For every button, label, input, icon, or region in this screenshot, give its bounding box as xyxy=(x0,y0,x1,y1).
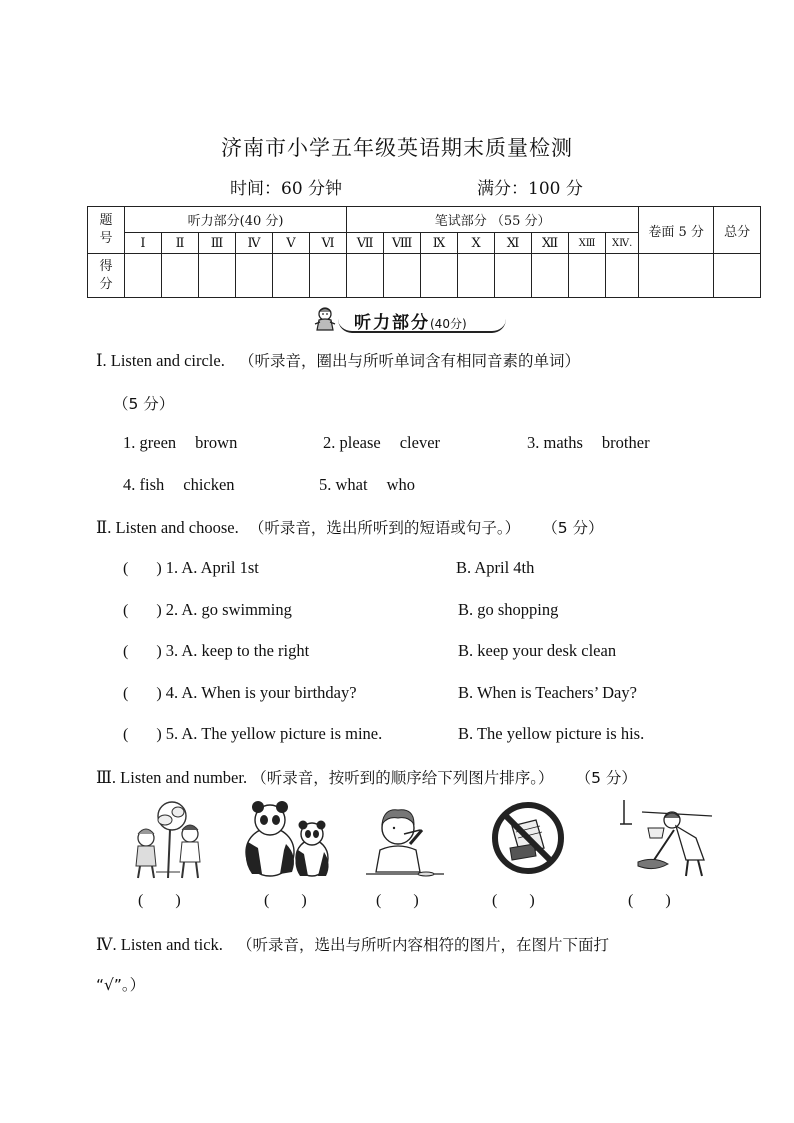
q2-points: （5 分） xyxy=(542,519,604,537)
q1-item-1: 1. green brown xyxy=(123,433,238,452)
writing-header: 笔试部分 （55 分） xyxy=(347,207,639,233)
q4-heading-row xyxy=(96,933,609,955)
numeral-cell: ⅩⅢ xyxy=(569,233,606,254)
q3-heading: Ⅲ. Listen and number. xyxy=(96,768,248,787)
numeral-cell: Ⅹ xyxy=(458,233,495,254)
q4-instruction: （听录音，选出与所听内容相符的图片，在图片下面打 xyxy=(237,936,610,954)
defen-cell: 得分 xyxy=(88,254,125,298)
ti-hao-cell: 题号 xyxy=(88,207,125,254)
score-input-cell[interactable] xyxy=(458,254,495,298)
panda-family-picture xyxy=(240,800,336,880)
q1-item-3: 3. maths brother xyxy=(527,433,650,452)
score-table xyxy=(87,206,761,298)
picture-answer-blank[interactable]: ( ) xyxy=(138,892,181,909)
q4-heading: Ⅳ. Listen and tick. xyxy=(96,935,223,954)
score-input-cell[interactable] xyxy=(125,254,162,298)
score-input-cell[interactable] xyxy=(384,254,421,298)
q2-instruction: （听录音，选出所听到的短语或句子。） xyxy=(248,519,521,537)
q1-points: （5 分） xyxy=(113,395,175,413)
q1-heading: Ⅰ. Listen and circle. xyxy=(96,351,225,370)
answer-blank[interactable]: ( ) xyxy=(123,685,162,702)
q2-item-2-b: B. go shopping xyxy=(458,600,559,619)
score-input-cell[interactable] xyxy=(569,254,606,298)
q2-item-5: ( ) 5. A. The yellow picture is mine. xyxy=(123,724,383,743)
numeral-cell: Ⅱ xyxy=(162,233,199,254)
score-input-cell[interactable] xyxy=(236,254,273,298)
picture-answer-blank[interactable]: ( ) xyxy=(264,892,307,909)
girl-mopping-floor-picture xyxy=(618,798,714,878)
q2-item-1: ( ) 1. A. April 1st xyxy=(123,558,259,577)
boy-brushing-teeth-picture xyxy=(364,800,446,880)
numeral-cell: Ⅺ xyxy=(495,233,532,254)
neatness-score-cell[interactable] xyxy=(639,254,714,298)
score-input-cell[interactable] xyxy=(495,254,532,298)
numeral-cell: Ⅵ xyxy=(310,233,347,254)
q3-points: （5 分） xyxy=(575,769,637,787)
score-input-cell[interactable] xyxy=(162,254,199,298)
score-input-cell[interactable] xyxy=(199,254,236,298)
q2-item-3: ( ) 3. A. keep to the right xyxy=(123,641,310,660)
score-input-cell[interactable] xyxy=(421,254,458,298)
neatness-header: 卷面 5 分 xyxy=(639,207,714,254)
q1-item-4: 4. fish chicken xyxy=(123,475,235,494)
score-input-cell[interactable] xyxy=(310,254,347,298)
q1-heading-row xyxy=(96,349,580,371)
q2-item-1-b: B. April 4th xyxy=(456,558,535,577)
score-input-cell[interactable] xyxy=(532,254,569,298)
numeral-cell: Ⅶ xyxy=(347,233,384,254)
numeral-cell: Ⅻ xyxy=(532,233,569,254)
score-input-cell[interactable] xyxy=(606,254,639,298)
total-score-cell[interactable] xyxy=(714,254,761,298)
q1-item-5: 5. what who xyxy=(319,475,415,494)
q1-instruction: （听录音，圈出与所听单词含有相同音素的单词） xyxy=(238,352,580,370)
section-badge-points: (40分) xyxy=(430,317,467,331)
answer-blank[interactable]: ( ) xyxy=(123,643,162,660)
score-input-cell[interactable] xyxy=(273,254,310,298)
q2-heading-row xyxy=(96,516,604,538)
listening-header: 听力部分(40 分) xyxy=(125,207,347,233)
score-input-cell[interactable] xyxy=(347,254,384,298)
children-planting-tree-picture xyxy=(132,800,208,880)
q2-item-3-b: B. keep your desk clean xyxy=(458,641,617,660)
q3-instruction: （听录音，按听到的顺序给下列图片排序。） xyxy=(251,769,554,787)
q1-item-2: 2. please clever xyxy=(323,433,441,452)
q4-instruction-cont: “√”。） xyxy=(96,976,146,994)
q2-heading: Ⅱ. Listen and choose. xyxy=(96,518,239,537)
picture-answer-blank[interactable]: ( ) xyxy=(492,892,535,909)
numeral-cell: Ⅸ xyxy=(421,233,458,254)
numeral-cell: ⅩⅣ. xyxy=(606,233,639,254)
page-title: 济南市小学五年级英语期末质量检测 xyxy=(221,136,573,160)
q2-item-4: ( ) 4. A. When is your birthday? xyxy=(123,683,357,702)
picture-answer-blank[interactable]: ( ) xyxy=(376,892,419,909)
numeral-cell: Ⅲ xyxy=(199,233,236,254)
numeral-cell: Ⅳ xyxy=(236,233,273,254)
score-label: 满分：100 分 xyxy=(477,179,583,199)
time-label: 时间：60 分钟 xyxy=(230,179,343,199)
q2-item-5-b: B. The yellow picture is his. xyxy=(458,724,645,743)
q3-heading-row xyxy=(96,766,637,788)
q2-item-2: ( ) 2. A. go swimming xyxy=(123,600,292,619)
answer-blank[interactable]: ( ) xyxy=(123,560,162,577)
numeral-cell: Ⅴ xyxy=(273,233,310,254)
listening-section-badge xyxy=(306,306,506,332)
no-books-sign-picture xyxy=(490,798,566,878)
section-badge-title: 听力部分 xyxy=(354,313,430,333)
picture-answer-blank[interactable]: ( ) xyxy=(628,892,671,909)
total-header: 总分 xyxy=(714,207,761,254)
q2-item-4-b: B. When is Teachers’ Day? xyxy=(458,683,637,702)
cartoon-mascot-icon xyxy=(310,306,340,332)
numeral-cell: Ⅷ xyxy=(384,233,421,254)
answer-blank[interactable]: ( ) xyxy=(123,602,162,619)
answer-blank[interactable]: ( ) xyxy=(123,726,162,743)
numeral-cell: Ⅰ xyxy=(125,233,162,254)
